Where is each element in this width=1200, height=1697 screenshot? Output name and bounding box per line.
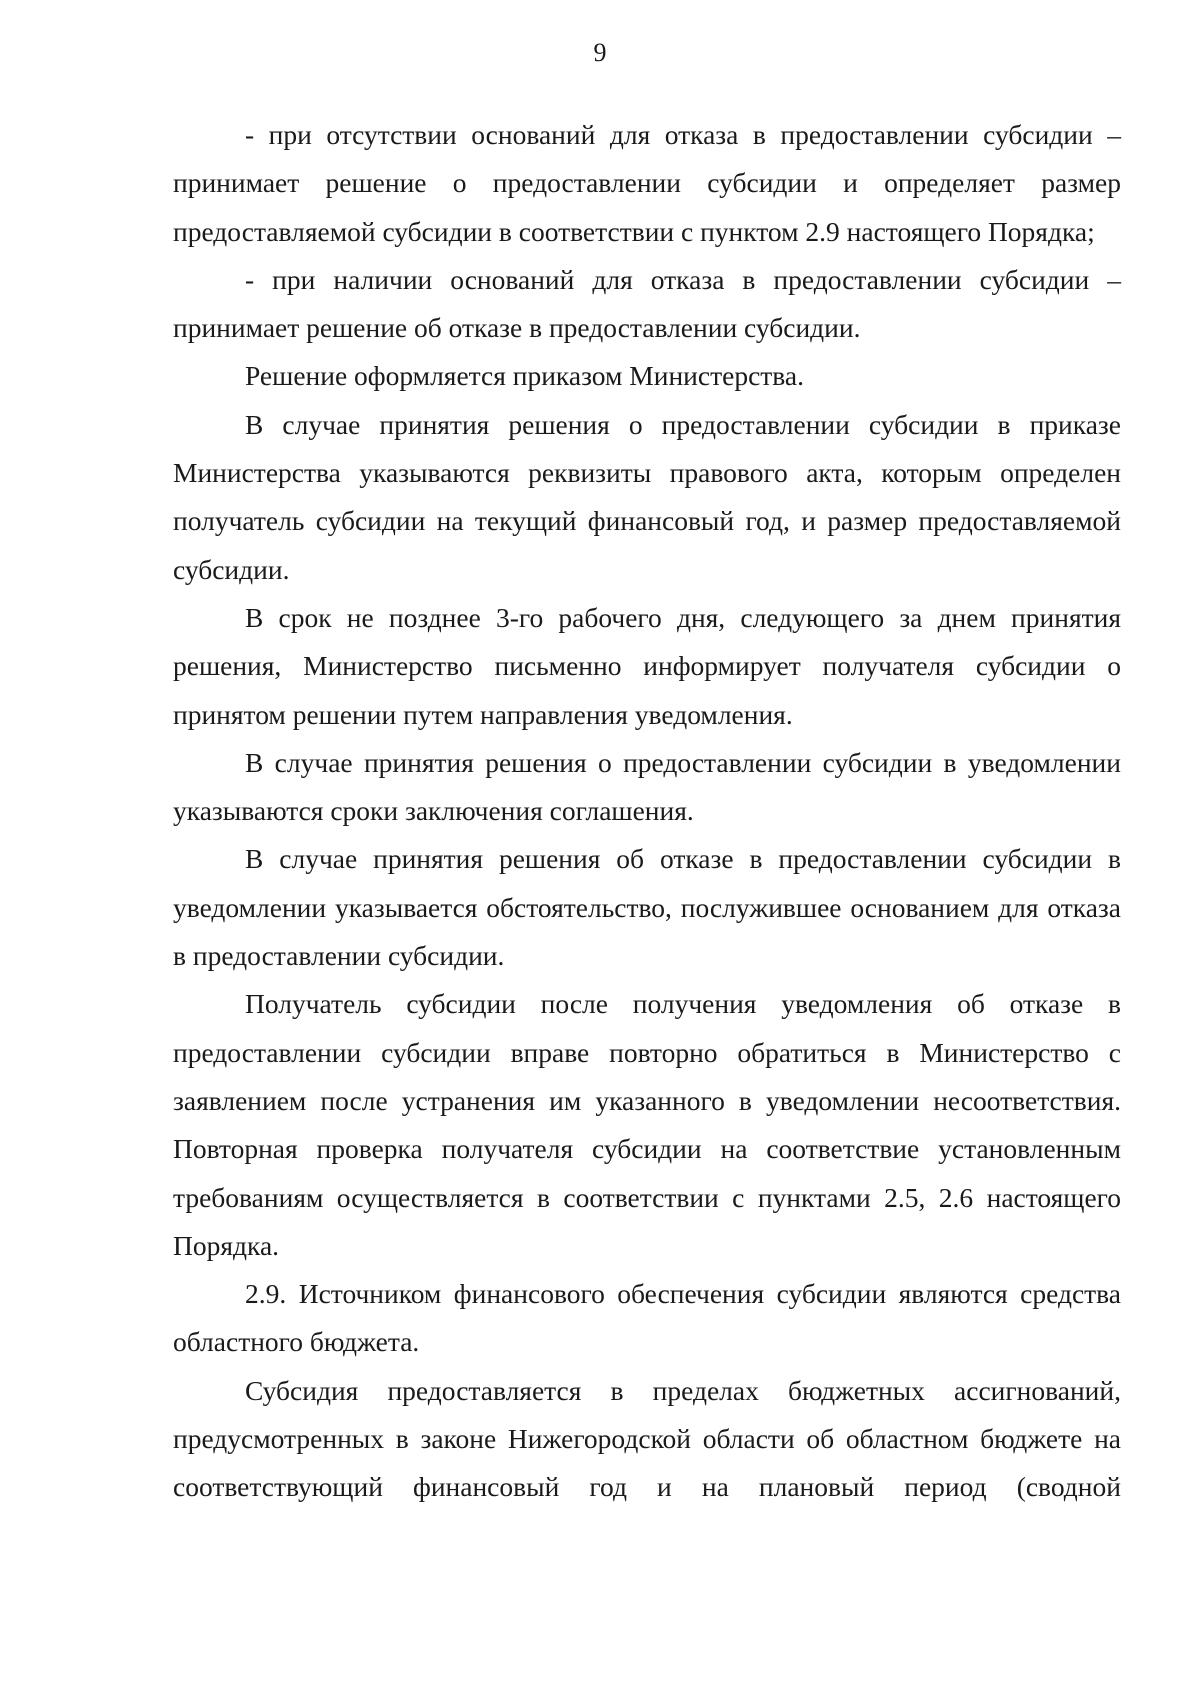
- document-body: [173, 111, 1121, 1512]
- paragraph-grounds-for-refusal: - при наличии оснований для отказа в предоставлении субсидии – принимает решение об отказе в предоставлении субсидии.: [173, 263, 1121, 344]
- paragraph-reapplication: Получатель субсидии после получения уведомления об отказе в предоставлении субсидии вправе повторно обратиться в Министерство с заявлением после устранения им указанного в уведомлении несоответствия. Повторная проверка получателя субсидии на соответствие установленным требованиям осуществляется в соответствии с пунктами 2.5, 2.6 настоящего Порядка.: [173, 988, 1121, 1261]
- paragraph-funding-source: 2.9. Источником финансового обеспечения субсидии являются средства областного бюджета.: [173, 1278, 1121, 1358]
- paragraph-budget-limits: Субсидия предоставляется в пределах бюджетных ассигнований, предусмотренных в законе Нижегородской области об областном бюджете на соответствующий финансовый год и на плановый период (сводной: [173, 1374, 1121, 1503]
- paragraph-decision-order: Решение оформляется приказом Министерства.: [245, 360, 804, 392]
- page-number: 9: [593, 38, 607, 67]
- paragraph-no-grounds-for-refusal: - при отсутствии оснований для отказа в предоставлении субсидии – принимает решение о предоставлении субсидии и определяет размер предоставляемой субсидии в соответствии с пунктом 2.9 настоящего Порядка;: [173, 119, 1121, 247]
- paragraph-agreement-terms: В случае принятия решения о предоставлении субсидии в уведомлении указываются сроки заключения соглашения.: [173, 746, 1121, 827]
- paragraph-notification-deadline: В срок не позднее 3-го рабочего дня, следующего за днем принятия решения, Министерство письменно информирует получателя субсидии о принятом решении путем направления уведомления.: [173, 601, 1121, 730]
- paragraph-order-details: В случае принятия решения о предоставлении субсидии в приказе Министерства указываются реквизиты правового акта, которым определен получатель субсидии на текущий финансовый год, и размер предоставляемой субсидии.: [173, 408, 1121, 585]
- paragraph-refusal-notice: В случае принятия решения об отказе в предоставлении субсидии в уведомлении указывается обстоятельство, послужившее основанием для отказа в предоставлении субсидии.: [173, 843, 1121, 972]
